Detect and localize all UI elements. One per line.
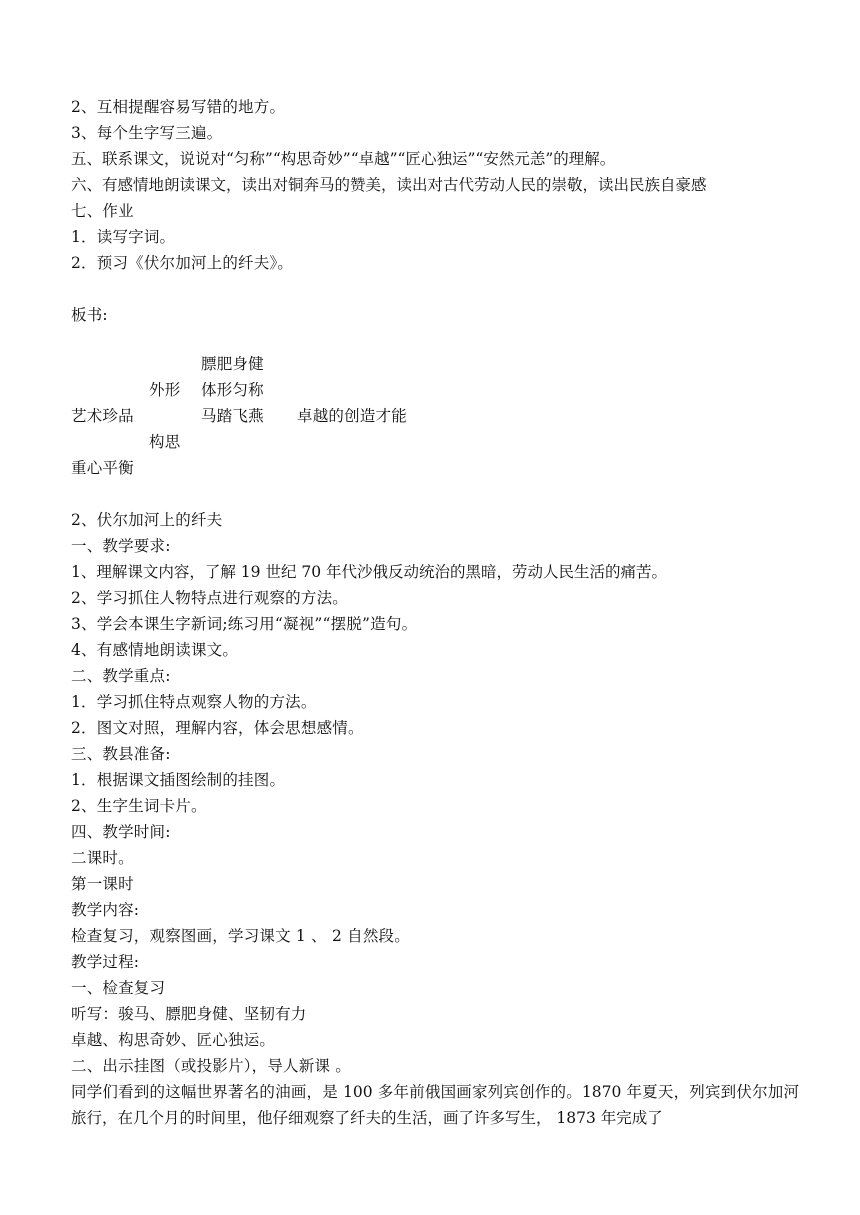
text-line: 五、联系课文，说说对“匀称”“构思奇妙”“卓越”“匠心独运”“安然元恙”的理解。 [71,150,616,168]
board-title: 板书: [71,306,108,324]
text-line: 四、教学时间: [71,823,171,841]
text-line: 1、理解课文内容，了解 19 世纪 70 年代沙俄反动统治的黑暗，劳动人民生活的痛苦。 [71,563,668,581]
text-line: 2．预习《伏尔加河上的纤夫》。 [71,254,294,272]
text-line: 听写：骏马、膘肥身健、坚韧有力 [71,1005,307,1023]
board-item: 重心平衡 [71,459,134,477]
text-line: 2、生字生词卡片。 [71,797,207,815]
board-item: 马踏飞燕 [201,407,264,425]
text-line: 1．根据课文插图绘制的挂图。 [71,771,286,789]
text-line: 4、有感情地朗读课文。 [71,641,239,659]
text-line: 2、学习抓住人物特点进行观察的方法。 [71,589,348,607]
text-line: 六、有感情地朗读课文，读出对铜奔马的赞美，读出对古代劳动人民的崇敬，读出民族自豪感 [71,176,707,194]
text-line: 二课时。 [71,849,134,867]
text-line: 教学内容: [71,901,140,919]
text-line: 二、出示挂图（或投影片），导人新课 。 [71,1057,351,1075]
text-line: 七、作业 [71,202,134,220]
text-line: 一、检查复习 [71,979,166,997]
board-item: 卓越的创造才能 [297,407,407,425]
text-line: 1．读写字词。 [71,228,176,246]
text-line: 3、学会本课生字新词;练习用“凝视”“摆脱”造句。 [71,615,418,633]
board-item: 膘肥身健 [201,355,264,373]
board-item: 艺术珍品 [71,407,134,425]
text-line: 2、互相提醒容易写错的地方。 [71,98,286,116]
text-line: 2．图文对照，理解内容，体会思想感情。 [71,719,364,737]
text-line: 一、教学要求: [71,537,171,555]
text-line: 检查复习，观察图画，学习课文 1 、 2 自然段。 [71,927,410,945]
text-line: 教学过程: [71,953,140,971]
text-line: 第一课时 [71,875,134,893]
text-line: 三、教县准备: [71,745,171,763]
text-line: 3、每个生字写三遍。 [71,124,223,142]
text-line: 卓越、构思奇妙、匠心独运。 [71,1031,276,1049]
board-item: 体形匀称 [201,381,264,399]
text-line: 二、教学重点: [71,667,171,685]
board-item: 构思 [149,433,181,451]
paragraph: 同学们看到的这幅世界著名的油画，是 100 多年前俄国画家列宾创作的。1870 年夏天，列宾到伏尔加河旅行，在几个月的时间里，他仔细观察了纤夫的生活，画了许多写生， 1873 年完成了 [71,1083,799,1127]
lesson-title: 2、伏尔加河上的纤夫 [71,511,223,529]
text-line: 1．学习抓住特点观察人物的方法。 [71,693,317,711]
board-item: 外形 [149,381,181,399]
